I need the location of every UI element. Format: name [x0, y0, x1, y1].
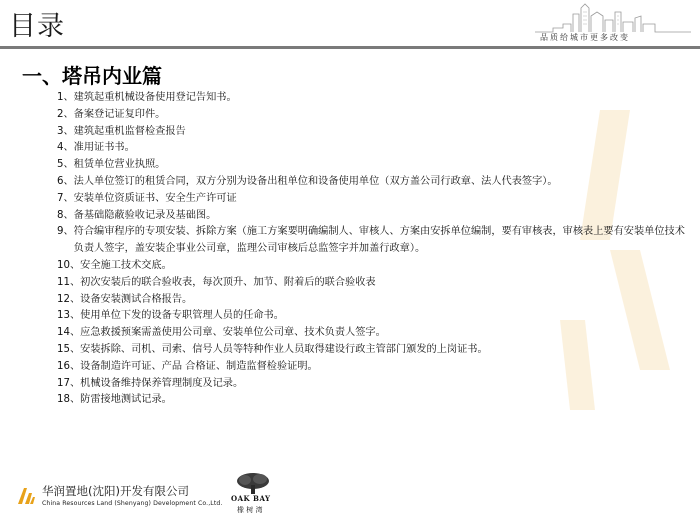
- item-text: 安全施工技术交底。: [80, 259, 172, 271]
- list-item: [57, 140, 685, 157]
- section-heading: 一、塔吊内业篇: [22, 64, 162, 88]
- item-text: 建筑起重机械设备使用登记告知书。: [73, 92, 237, 103]
- project-name-en: OAK BAY: [231, 494, 271, 503]
- item-text: 使用单位下发的设备专职管理人员的任命书。: [80, 310, 284, 322]
- item-text: 建筑起重机监督检查报告: [73, 125, 186, 137]
- list-item: [57, 208, 685, 225]
- item-number: 11、: [57, 276, 81, 288]
- list-item: [57, 90, 685, 107]
- list-item: [57, 292, 685, 309]
- header-tagline: 品质给城市更多改变: [540, 33, 630, 42]
- item-number: 17、: [57, 377, 81, 389]
- item-number: 12、: [57, 293, 81, 305]
- oak-bay-logo: [228, 472, 278, 520]
- item-text: 准用证书书。: [73, 142, 135, 154]
- item-number: 10、: [57, 259, 81, 271]
- item-number: 2、: [57, 108, 74, 120]
- item-text: 安装拆除、司机、司索、信号人员等特种作业人员取得建设行政主管部门颁发的上岗证书。: [80, 343, 488, 355]
- item-text: 备案登记证复印件。: [73, 108, 166, 120]
- item-number: 3、: [57, 125, 74, 137]
- document-list: [57, 90, 685, 409]
- item-text: 设备安装测试合格报告。: [80, 293, 193, 305]
- china-resources-logo-icon: [16, 484, 36, 506]
- item-number: 6、: [57, 175, 74, 187]
- item-text: 防雷接地测试记录。: [80, 394, 172, 406]
- list-item: [57, 174, 685, 191]
- company-name-cn: 华润置地(沈阳)开发有限公司: [42, 484, 189, 498]
- item-text: 应急救援预案需盖使用公司章、安装单位公司章、技术负责人签字。: [80, 327, 386, 339]
- item-text: 初次安装后的联合验收表，每次顶升、加节、附着后的联合验收表: [80, 276, 376, 288]
- page-title: 目录: [9, 11, 65, 42]
- project-name-cn: 橡 树 湾: [237, 506, 263, 514]
- list-item: [57, 191, 685, 208]
- item-number: 7、: [57, 192, 74, 204]
- oak-tree-icon: [234, 472, 272, 494]
- list-item: [57, 124, 685, 141]
- list-item: [57, 275, 685, 292]
- item-text: 安装单位资质证书、安全生产许可证: [73, 192, 237, 204]
- item-number: 5、: [57, 159, 74, 171]
- item-text: 法人单位签订的租赁合同，双方分别为设备出租单位和设备使用单位（双方盖公司行政章、法人代表签字）。: [73, 175, 558, 187]
- item-number: 18、: [57, 394, 81, 406]
- list-item: [57, 342, 685, 359]
- list-item: [57, 157, 685, 174]
- company-name-en: China Resources Land (Shenyang) Development Co.,Ltd.: [42, 500, 223, 507]
- item-text: 设备制造许可证、产品 合格证、制造监督检验证明。: [80, 360, 318, 372]
- list-item: [57, 224, 685, 258]
- item-number: 4、: [57, 142, 74, 154]
- item-number: 1、: [57, 92, 74, 103]
- list-item: [57, 359, 685, 376]
- item-text: 备基础隐蔽验收记录及基础图。: [73, 209, 217, 221]
- list-item: [57, 392, 685, 409]
- header-divider: [0, 46, 700, 49]
- item-text: 机械设备维持保养管理制度及记录。: [80, 377, 244, 389]
- item-number: 15、: [57, 343, 81, 355]
- item-text: 租赁单位营业执照。: [73, 159, 166, 171]
- item-number: 9、: [57, 226, 74, 238]
- item-text: 符合编审程序的专项安装、拆除方案（施工方案要明确编制人、审核人、方案由安拆单位编制，要有审核表，审核表上要有安装单位技术负责人签字，盖安装企事业公司章，监理公司审核后总监签字并加盖行政章）。: [73, 226, 685, 255]
- list-item: [57, 258, 685, 275]
- list-item: [57, 376, 685, 393]
- list-item: [57, 107, 685, 124]
- list-item: [57, 325, 685, 342]
- item-number: 16、: [57, 360, 81, 372]
- item-number: 14、: [57, 327, 81, 339]
- item-number: 13、: [57, 310, 81, 322]
- item-number: 8、: [57, 209, 74, 221]
- company-logo: [16, 480, 223, 516]
- list-item: [57, 308, 685, 325]
